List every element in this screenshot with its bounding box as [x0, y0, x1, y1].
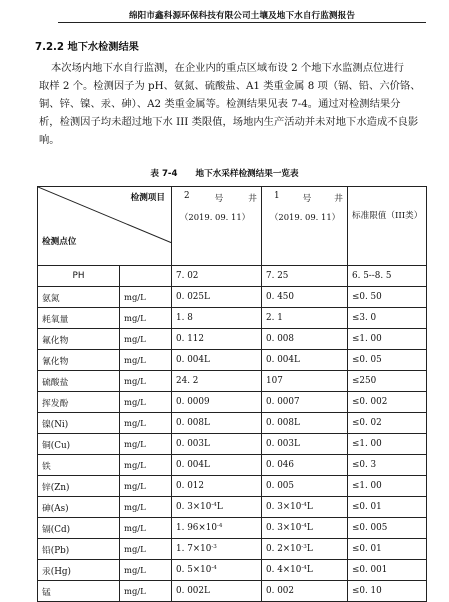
row-well-2-value: [172, 350, 262, 371]
row-well-1-value: [262, 455, 348, 476]
header-monitoring-point: 检测点位: [42, 237, 77, 247]
row-well-1-value: [262, 266, 348, 287]
row-standard-limit-text: ≤0. 001: [352, 565, 388, 575]
row-standard-limit-text: ≤0. 02: [352, 418, 382, 428]
row-well-1-value-text: 0. 008: [266, 334, 294, 344]
row-parameter-text: 氨氮: [42, 293, 60, 304]
paragraph-line: 铜、锌、镍、汞、砷）、A2 类重金属等。检测结果见表 7-4。通过对检测结果分: [39, 98, 401, 110]
row-standard-limit: [348, 455, 427, 476]
well-2-date: （2019. 09. 11）: [180, 212, 251, 222]
row-well-1-value-text: 0. 008L: [266, 418, 300, 428]
row-well-1-value: [262, 539, 348, 560]
row-well-2-value: [172, 476, 262, 497]
table-row: [38, 308, 427, 329]
row-well-1-value-exponent: -4: [301, 565, 307, 571]
row-well-2-value-exponent: -4: [211, 565, 217, 571]
row-well-2-value: [172, 434, 262, 455]
row-standard-limit-text: ≤0. 01: [352, 544, 382, 554]
row-well-1-value-suffix: L: [306, 565, 313, 575]
row-well-1-value: [262, 434, 348, 455]
row-well-2-value: [172, 497, 262, 518]
row-parameter: [38, 581, 120, 602]
table-row: [38, 287, 427, 308]
row-standard-limit: [348, 434, 427, 455]
row-unit-text: mg/L: [124, 418, 146, 428]
row-parameter-text: 铅(Pb): [42, 545, 70, 556]
row-standard-limit: [348, 413, 427, 434]
row-standard-limit-text: ≤0. 05: [352, 355, 382, 365]
row-standard-limit-text: ≤0. 10: [352, 586, 382, 596]
row-standard-limit: [348, 371, 427, 392]
row-parameter: [38, 560, 120, 581]
table-row: [38, 497, 427, 518]
row-well-1-value-text: 0. 003L: [266, 439, 300, 449]
row-parameter: [38, 392, 120, 413]
row-standard-limit-text: ≤0. 005: [352, 523, 388, 533]
row-parameter: [38, 371, 120, 392]
row-well-2-value-exponent: -4: [216, 523, 223, 529]
row-unit: [120, 497, 172, 518]
table-row: [38, 518, 427, 539]
row-parameter: [38, 413, 120, 434]
row-well-1-value-text: 0. 4×10: [266, 565, 302, 575]
row-well-2-value-text: 0. 002L: [176, 586, 210, 596]
row-standard-limit: [348, 476, 427, 497]
row-parameter: [38, 539, 120, 560]
row-parameter-text: 氰化物: [42, 356, 69, 367]
row-well-1-value-text: 0. 2×10: [266, 544, 302, 554]
header-test-item: 检测项目: [130, 193, 165, 203]
row-well-2-value: [172, 539, 262, 560]
row-well-1-value-suffix: L: [306, 502, 313, 512]
row-well-1-value-text: 107: [266, 376, 283, 386]
row-standard-limit: [348, 392, 427, 413]
row-well-2-value-text: 0. 008L: [176, 418, 210, 428]
paragraph-line: 析，检测因子均未超过地下水 III 类限值，场地内生产活动并未对地下水造成不良影: [39, 116, 419, 128]
row-well-2-value: [172, 392, 262, 413]
row-well-2-value-text: 0. 003L: [176, 439, 210, 449]
row-unit-text: mg/L: [124, 397, 146, 407]
row-parameter: [38, 455, 120, 476]
row-well-2-value: [172, 560, 262, 581]
row-standard-limit-text: ≤0. 50: [352, 292, 382, 302]
table-row: [38, 455, 427, 476]
row-unit: [120, 581, 172, 602]
table-row: [38, 392, 427, 413]
row-well-1-value: [262, 497, 348, 518]
row-standard-limit: [348, 287, 427, 308]
row-well-1-value: [262, 287, 348, 308]
row-well-2-value-text: 1. 7×10: [176, 544, 212, 554]
row-unit-text: mg/L: [124, 481, 146, 491]
row-well-2-value-text: 0. 004L: [176, 460, 210, 470]
table-row: [38, 560, 427, 581]
row-unit-text: mg/L: [124, 334, 146, 344]
table-row: [38, 350, 427, 371]
row-well-1-value-exponent: -3: [301, 544, 307, 550]
row-well-2-value-text: 0. 012: [176, 481, 204, 491]
table-row: [38, 266, 427, 287]
row-standard-limit-text: ≤1. 00: [352, 481, 382, 491]
row-well-1-value-exponent: -4: [301, 502, 307, 508]
row-well-1-value: [262, 476, 348, 497]
row-parameter: [38, 308, 120, 329]
row-well-2-value: [172, 266, 262, 287]
row-unit-text: mg/L: [124, 460, 146, 470]
row-unit-text: mg/L: [124, 523, 146, 533]
header-well-2: [172, 187, 262, 266]
row-well-1-value: [262, 308, 348, 329]
row-unit: [120, 308, 172, 329]
table-row: [38, 434, 427, 455]
row-well-2-value: [172, 518, 262, 539]
row-unit-text: mg/L: [124, 376, 146, 386]
row-unit-text: mg/L: [124, 502, 146, 512]
row-well-1-value: [262, 329, 348, 350]
table-caption-number: 表 7-4: [150, 169, 178, 179]
well-2-hao: 号: [214, 194, 224, 204]
paragraph-line: 本次场内地下水自行监测，在企业内的重点区域布设 2 个地下水监测点位进行: [51, 62, 404, 74]
row-well-2-value: [172, 329, 262, 350]
row-unit: [120, 434, 172, 455]
row-well-2-value: [172, 287, 262, 308]
row-well-2-value-text: 0. 0009: [176, 397, 210, 407]
row-well-2-value-text: 7. 02: [176, 271, 199, 281]
paragraph-line: 取样 2 个。检测因子为 pH、氨氮、硫酸盐、A1 类重金属 8 项（镉、铅、六价铬、: [39, 80, 421, 92]
row-well-1-value: [262, 392, 348, 413]
row-unit-text: mg/L: [124, 544, 146, 554]
row-well-2-value-suffix: L: [216, 502, 223, 512]
row-well-1-value: [262, 560, 348, 581]
row-parameter-text: PH: [72, 271, 85, 281]
row-well-2-value: [172, 455, 262, 476]
row-unit: [120, 518, 172, 539]
row-standard-limit: [348, 350, 427, 371]
row-well-2-value-text: 24. 2: [176, 376, 199, 386]
row-well-1-value-suffix: L: [306, 523, 313, 533]
row-parameter-text: 镉(Cd): [42, 524, 71, 535]
row-unit-text: mg/L: [124, 355, 146, 365]
row-unit: [120, 266, 172, 287]
row-standard-limit-text: ≤1. 00: [352, 334, 382, 344]
row-parameter-text: 镍(Ni): [42, 419, 69, 430]
row-standard-limit: [348, 308, 427, 329]
table-row: [38, 581, 427, 602]
row-well-1-value: [262, 371, 348, 392]
table-caption-title: 地下水采样检测结果一览表: [195, 169, 299, 179]
row-standard-limit-text: ≤0. 002: [352, 397, 388, 407]
row-standard-limit-text: ≤1. 00: [352, 439, 382, 449]
row-standard-limit: [348, 581, 427, 602]
row-well-1-value-text: 0. 3×10: [266, 523, 302, 533]
table-row: [38, 371, 427, 392]
section-title: 7.2.2 地下水检测结果: [35, 42, 139, 53]
row-well-2-value: [172, 581, 262, 602]
groundwater-results-table: [37, 186, 427, 602]
row-well-2-value-exponent: -3: [211, 544, 217, 550]
row-well-2-value-text: 1. 8: [176, 313, 193, 323]
row-standard-limit-text: ≤0. 01: [352, 502, 382, 512]
document-header: 绵阳市鑫科源环保科技有限公司土壤及地下水自行监测报告: [128, 11, 356, 21]
row-standard-limit: [348, 266, 427, 287]
row-parameter-text: 耗氧量: [42, 314, 69, 325]
row-standard-limit: [348, 518, 427, 539]
row-parameter: [38, 350, 120, 371]
row-parameter-text: 挥发酚: [42, 398, 69, 409]
row-unit: [120, 413, 172, 434]
row-parameter: [38, 434, 120, 455]
row-well-1-value-text: 2. 1: [266, 313, 283, 323]
table-header-row: [38, 187, 427, 266]
row-well-2-value-text: 0. 004L: [176, 355, 210, 365]
row-well-2-value-text: 0. 5×10: [176, 565, 212, 575]
row-well-1-value-suffix: L: [306, 544, 313, 554]
row-well-1-value: [262, 413, 348, 434]
row-well-1-value: [262, 350, 348, 371]
row-parameter: [38, 266, 120, 287]
table-row: [38, 329, 427, 350]
row-well-2-value-exponent: -4: [211, 502, 217, 508]
row-parameter-text: 汞(Hg): [42, 566, 71, 577]
row-standard-limit-text: 6. 5--8. 5: [352, 271, 392, 281]
well-2-jing: 井: [248, 194, 257, 204]
well-1-date: （2019. 09. 11）: [270, 212, 341, 222]
row-standard-limit: [348, 497, 427, 518]
row-well-1-value: [262, 581, 348, 602]
row-unit-text: mg/L: [124, 313, 146, 323]
row-unit-text: mg/L: [124, 586, 146, 596]
row-standard-limit-text: ≤3. 0: [352, 313, 377, 323]
row-well-2-value: [172, 308, 262, 329]
header-standard-limit: 标准限值（III类）: [348, 187, 427, 266]
row-parameter-text: 铜(Cu): [42, 440, 71, 451]
well-1-hao: 号: [302, 194, 312, 204]
row-unit: [120, 350, 172, 371]
row-well-2-value-text: 0. 3×10: [176, 502, 212, 512]
row-standard-limit-text: ≤0. 3: [352, 460, 377, 470]
row-well-1-value-text: 0. 046: [266, 460, 294, 470]
well-2-number: 2: [184, 191, 190, 201]
row-well-1-value-text: 7. 25: [266, 271, 289, 281]
well-1-jing: 井: [334, 194, 343, 204]
row-parameter: [38, 518, 120, 539]
row-well-1-value: [262, 518, 348, 539]
well-1-number: 1: [274, 191, 280, 201]
row-unit-text: mg/L: [124, 439, 146, 449]
row-parameter-text: 氟化物: [42, 335, 69, 346]
row-unit: [120, 329, 172, 350]
row-parameter-text: 铁: [42, 461, 51, 472]
row-well-1-value-text: 0. 004L: [266, 355, 300, 365]
row-unit: [120, 476, 172, 497]
row-well-2-value-text: 0. 112: [176, 334, 204, 344]
row-well-2-value: [172, 413, 262, 434]
row-well-1-value-text: 0. 3×10: [266, 502, 302, 512]
row-standard-limit: [348, 539, 427, 560]
header-well-1: [262, 187, 348, 266]
row-parameter: [38, 476, 120, 497]
table-row: [38, 413, 427, 434]
row-unit-text: mg/L: [124, 292, 146, 302]
row-parameter: [38, 287, 120, 308]
row-parameter: [38, 329, 120, 350]
row-standard-limit: [348, 560, 427, 581]
table-row: [38, 476, 427, 497]
paragraph-line: 响。: [39, 134, 60, 146]
row-parameter: [38, 497, 120, 518]
row-unit: [120, 371, 172, 392]
table-row: [38, 539, 427, 560]
row-parameter-text: 锰: [42, 587, 51, 598]
row-parameter-text: 锌(Zn): [42, 482, 70, 493]
row-unit: [120, 455, 172, 476]
row-unit: [120, 560, 172, 581]
row-parameter-text: 硫酸盐: [42, 377, 69, 388]
row-standard-limit-text: ≤250: [352, 376, 377, 386]
header-rule: [58, 22, 426, 23]
table-caption: [0, 167, 449, 179]
row-standard-limit: [348, 329, 427, 350]
diagonal-header-cell: [38, 187, 172, 266]
row-unit: [120, 287, 172, 308]
row-well-1-value-text: 0. 0007: [266, 397, 300, 407]
row-well-1-value-text: 0. 002: [266, 586, 294, 596]
row-well-1-value-text: 0. 450: [266, 292, 294, 302]
row-well-1-value-text: 0. 005: [266, 481, 294, 491]
row-unit-text: mg/L: [124, 565, 146, 575]
row-well-2-value: [172, 371, 262, 392]
row-well-1-value-exponent: -4: [301, 523, 307, 529]
row-unit: [120, 539, 172, 560]
row-unit: [120, 392, 172, 413]
row-well-2-value-text: 1. 96×10: [176, 523, 217, 533]
row-well-2-value-text: 0. 025L: [176, 292, 210, 302]
row-parameter-text: 砷(As): [42, 503, 69, 514]
